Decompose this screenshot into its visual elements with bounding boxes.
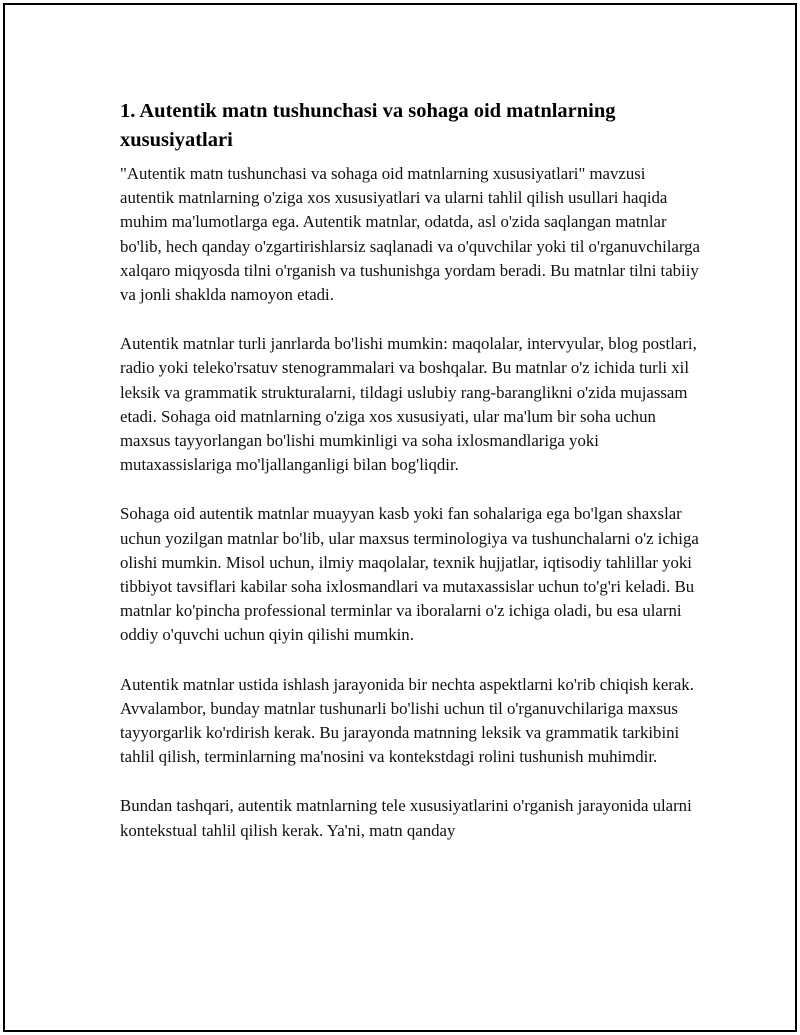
paragraph-2: Autentik matnlar turli janrlarda bo'lishi mumkin: maqolalar, intervyular, blog postlari, radio yoki teleko'rsatuv stenogrammalari va boshqalar. Bu matnlar o'z ichida turli xil leksik va grammatik strukturalarni, tildagi uslubiy rang-baranglikni o'zida mujassam etadi. Sohaga oid matnlarning o'ziga xos xususiyati, ular ma'lum bir soha uchun maxsus tayyorlangan bo'lishi mumkinligi va soha ixlosmandlariga yoki mutaxassislariga mo'ljallanganligi bilan bog'liqdir. bbox=[120, 334, 697, 475]
section-heading: 1. Autentik matn tushunchasi va sohaga oid matnlarning xususiyatlari bbox=[120, 100, 616, 151]
document-body bbox=[120, 97, 700, 868]
paragraph-5: Bundan tashqari, autentik matnlarning tele xususiyatlarini o'rganish jarayonida ularni kontekstual tahlil qilish kerak. Ya'ni, matn qanday bbox=[120, 796, 692, 840]
paragraph-3: Sohaga oid autentik matnlar muayyan kasb yoki fan sohalariga ega bo'lgan shaxslar uchun yozilgan matnlar bo'lib, ular maxsus terminologiya va tushunchalarni o'z ichiga olishi mumkin. Misol uchun, ilmiy maqolalar, texnik hujjatlar, iqtisodiy tahlillar yoki tibbiyot tavsiflari kabilar soha ixlosmandlari va mutaxassislar uchun to'g'ri keladi. Bu matnlar ko'pincha professional terminlar va iboralarni o'z ichiga oladi, bu esa ularni oddiy o'quvchi uchun qiyin qilishi mumkin. bbox=[120, 504, 699, 645]
paragraph-1: "Autentik matn tushunchasi va sohaga oid matnlarning xususiyatlari" mavzusi autentik matnlarning o'ziga xos xususiyatlari va ularni tahlil qilish usullari haqida muhim ma'lumotlarga ega. Autentik matnlar, odatda, asl o'zida saqlangan matnlar bo'lib, hech qanday o'zgartirishlarsiz saqlanadi va o'quvchilar yoki til o'rganuvchilarga xalqaro miqyosda tilni o'rganish va tushunishga yordam beradi. Bu matnlar tilni tabiiy va jonli shaklda namoyon etadi. bbox=[120, 164, 701, 305]
paragraph-4: Autentik matnlar ustida ishlash jarayonida bir nechta aspektlarni ko'rib chiqish kerak. Avvalambor, bunday matnlar tushunarli bo'lishi uchun til o'rganuvchilariga maxsus tayyorgarlik ko'rdirish kerak. Bu jarayonda matnning leksik va grammatik tarkibini tahlil qilish, terminlarning ma'nosini va kontekstdagi rolini tushunish muhimdir. bbox=[120, 674, 694, 767]
page-frame bbox=[3, 3, 797, 1032]
